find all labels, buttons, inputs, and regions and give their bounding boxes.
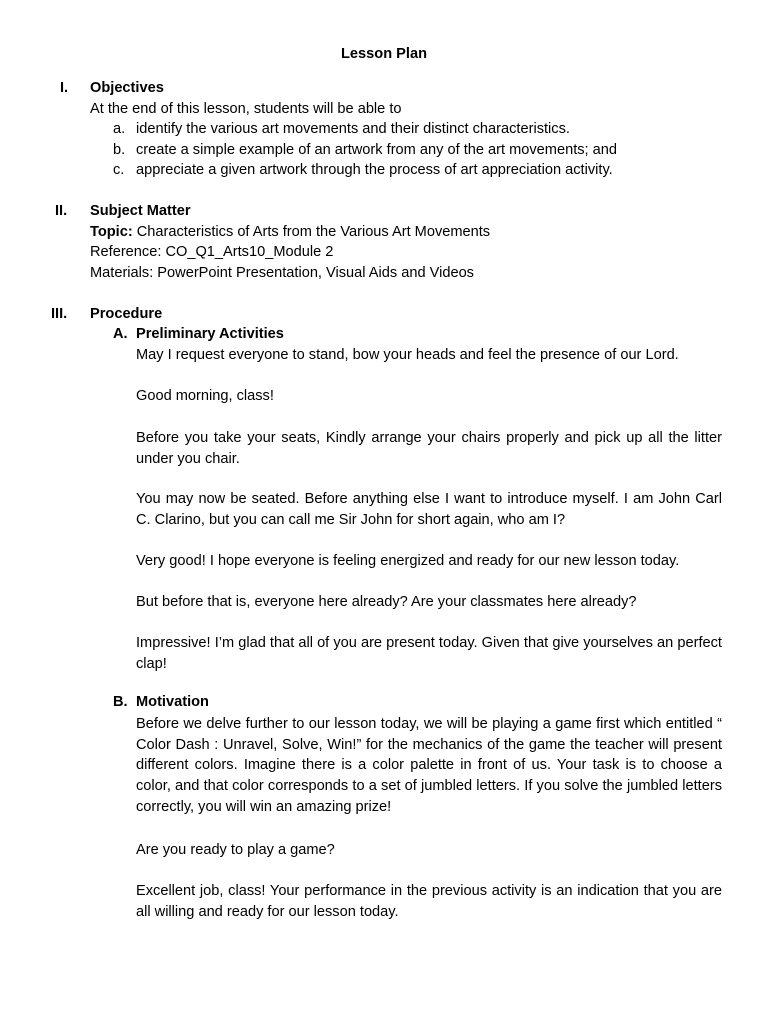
- objectives-intro: At the end of this lesson, students will be able to: [90, 101, 402, 117]
- objective-marker: a.: [113, 121, 126, 137]
- section-number-objectives: I.: [60, 80, 69, 96]
- subsection-marker-motivation: B.: [113, 694, 128, 710]
- section-number-procedure: III.: [51, 306, 68, 322]
- objective-item: appreciate a given artwork through the process of art appreciation activity.: [136, 162, 613, 178]
- subsection-title-motivation: Motivation: [136, 694, 209, 710]
- objective-marker: c.: [113, 162, 125, 178]
- topic-line: [90, 224, 490, 240]
- motivation-paragraph: Excellent job, class! Your performance in the previous activity is an indication that you are all willing and ready for our lesson today.: [136, 883, 722, 920]
- section-title-subject-matter: Subject Matter: [90, 203, 191, 219]
- reference-line: Reference: CO_Q1_Arts10_Module 2: [90, 244, 334, 260]
- preliminary-paragraph: You may now be seated. Before anything else I want to introduce myself. I am John Carl C. Clarino, but you can call me Sir John for short again, who am I?: [136, 491, 722, 528]
- subsection-marker-preliminary: A.: [113, 326, 128, 342]
- subsection-title-preliminary: Preliminary Activities: [136, 326, 284, 342]
- preliminary-paragraph: Very good! I hope everyone is feeling energized and ready for our new lesson today.: [136, 553, 680, 569]
- section-title-procedure: Procedure: [90, 306, 163, 322]
- motivation-paragraph: Are you ready to play a game?: [136, 842, 335, 858]
- preliminary-paragraph: May I request everyone to stand, bow your heads and feel the presence of our Lord.: [136, 347, 679, 363]
- objective-item: create a simple example of an artwork from any of the art movements; and: [136, 142, 618, 158]
- topic-text: Characteristics of Arts from the Various Art Movements: [132, 224, 491, 240]
- preliminary-paragraph: But before that is, everyone here already? Are your classmates here already?: [136, 594, 637, 610]
- topic-label: Topic:: [90, 224, 133, 240]
- page-title: Lesson Plan: [341, 46, 427, 62]
- objective-item: identify the various art movements and their distinct characteristics.: [136, 121, 570, 137]
- motivation-paragraph: Before we delve further to our lesson today, we will be playing a game first which entitled “ Color Dash : Unravel, Solve, Win!” for the mechanics of the game the teacher will present different colors. Imagine there is a color palette in front of us. Your task is to choose a color, and that color corresponds to a set of jumbled letters. If you solve the jumbled letters correctly, you will win an amazing prize!: [136, 716, 722, 815]
- preliminary-paragraph: Good morning, class!: [136, 388, 274, 404]
- preliminary-paragraph: Impressive! I’m glad that all of you are present today. Given that give yourselves an perfect clap!: [136, 635, 722, 672]
- section-number-subject-matter: II.: [55, 203, 68, 219]
- preliminary-paragraph: Before you take your seats, Kindly arrange your chairs properly and pick up all the litter under you chair.: [136, 430, 722, 467]
- materials-line: Materials: PowerPoint Presentation, Visual Aids and Videos: [90, 265, 474, 281]
- objective-marker: b.: [113, 142, 126, 158]
- section-title-objectives: Objectives: [90, 80, 164, 96]
